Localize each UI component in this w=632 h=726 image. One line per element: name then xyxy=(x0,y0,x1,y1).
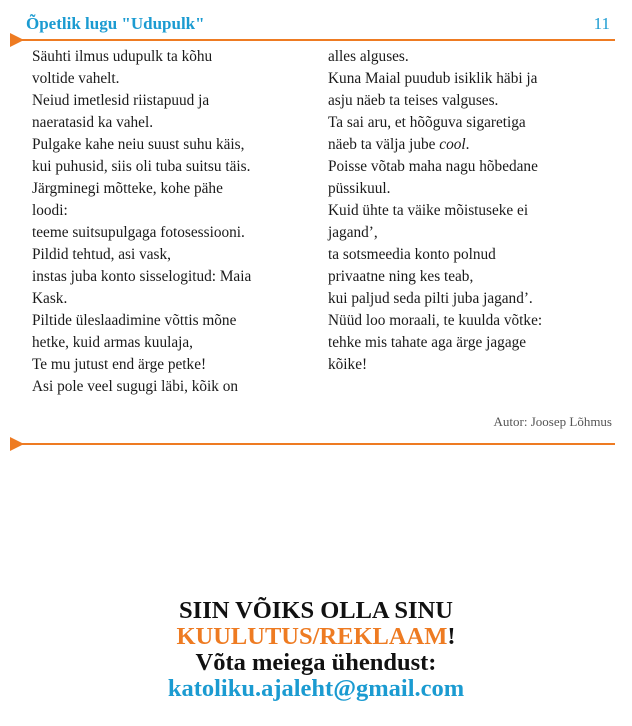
poem-line: teeme suitsupulgaga fotosessiooni. xyxy=(32,224,245,241)
advertisement-box xyxy=(0,598,632,702)
poem-line: Säuhti ilmus udupulk ta kõhu xyxy=(32,48,213,65)
poem-line: Te mu jutust end ärge petke! xyxy=(32,356,207,373)
poem-line: naeratasid ka vahel. xyxy=(32,114,154,131)
poem-line: Kuid ühte ta väike mõistuseke ei xyxy=(328,202,529,219)
poem-line: ta sotsmeedia konto polnud xyxy=(328,246,496,263)
divider-line xyxy=(22,39,615,41)
page-number: 11 xyxy=(593,14,610,33)
poem-line: instas juba konto sisselogitud: Maia xyxy=(32,268,252,285)
divider-line xyxy=(22,443,615,445)
ad-headline: SIIN VÕIKS OLLA SINU xyxy=(179,597,453,624)
author-credit: Autor: Joosep Lõhmus xyxy=(493,414,612,429)
ad-highlight: KUULUTUS/REKLAAM xyxy=(176,623,448,650)
poem-line: Ta sai aru, et hõõguva sigaretiga xyxy=(328,114,526,131)
poem-line: Pildid tehtud, asi vask, xyxy=(32,246,171,263)
poem-line: asju näeb ta teises valguses. xyxy=(328,92,499,109)
article-title: Õpetlik lugu "Udupulk" xyxy=(26,14,205,33)
top-divider xyxy=(10,33,615,47)
poem-line: Neiud imetlesid riistapuud ja xyxy=(32,92,210,109)
poem-line: püssikuul. xyxy=(328,180,391,197)
poem-line: loodi: xyxy=(32,202,68,219)
poem-line: Nüüd loo moraali, te kuulda võtke: xyxy=(328,312,543,329)
poem-line: alles alguses. xyxy=(328,48,409,65)
poem-line: hetke, kuid armas kuulaja, xyxy=(32,334,193,351)
poem-column-left xyxy=(32,46,314,398)
poem-line: kui paljud seda pilti juba jagand’. xyxy=(328,290,533,307)
poem-line: kõike! xyxy=(328,356,368,373)
poem-line: Pulgake kahe neiu suust suhu käis, xyxy=(32,136,245,153)
emphasized-word: cool xyxy=(439,136,466,153)
poem-line: jagand’, xyxy=(328,224,378,241)
ad-subheadline xyxy=(0,624,632,650)
poem-line: Piltide üleslaadimine võttis mõne xyxy=(32,312,237,329)
poem-line-text: näeb ta välja jube xyxy=(328,136,436,153)
ad-contact-label: Võta meiega ühendust: xyxy=(195,649,437,676)
poem-line: kui puhusid, siis oli tuba suitsu täis. xyxy=(32,158,251,175)
poem-line: Asi pole veel sugugi läbi, kõik on xyxy=(32,378,239,395)
ad-exclamation: ! xyxy=(447,623,456,650)
poem-line: Järgminegi mõtteke, kohe pähe xyxy=(32,180,223,197)
poem-line: voltide vahelt. xyxy=(32,70,120,87)
poem-line-cool xyxy=(328,134,618,156)
punctuation: . xyxy=(465,136,470,153)
poem-line: privaatne ning kes teab, xyxy=(328,268,474,285)
poem-line: Kuna Maial puudub isiklik häbi ja xyxy=(328,70,538,87)
bottom-divider xyxy=(10,437,615,451)
ad-email-link[interactable]: katoliku.ajaleht@gmail.com xyxy=(167,675,465,702)
poem-line: Kask. xyxy=(32,290,68,307)
poem-line: tehke mis tahate aga ärge jagage xyxy=(328,334,527,351)
poem-line: Poisse võtab maha nagu hõbedane xyxy=(328,158,538,175)
poem-column-right xyxy=(328,46,618,376)
